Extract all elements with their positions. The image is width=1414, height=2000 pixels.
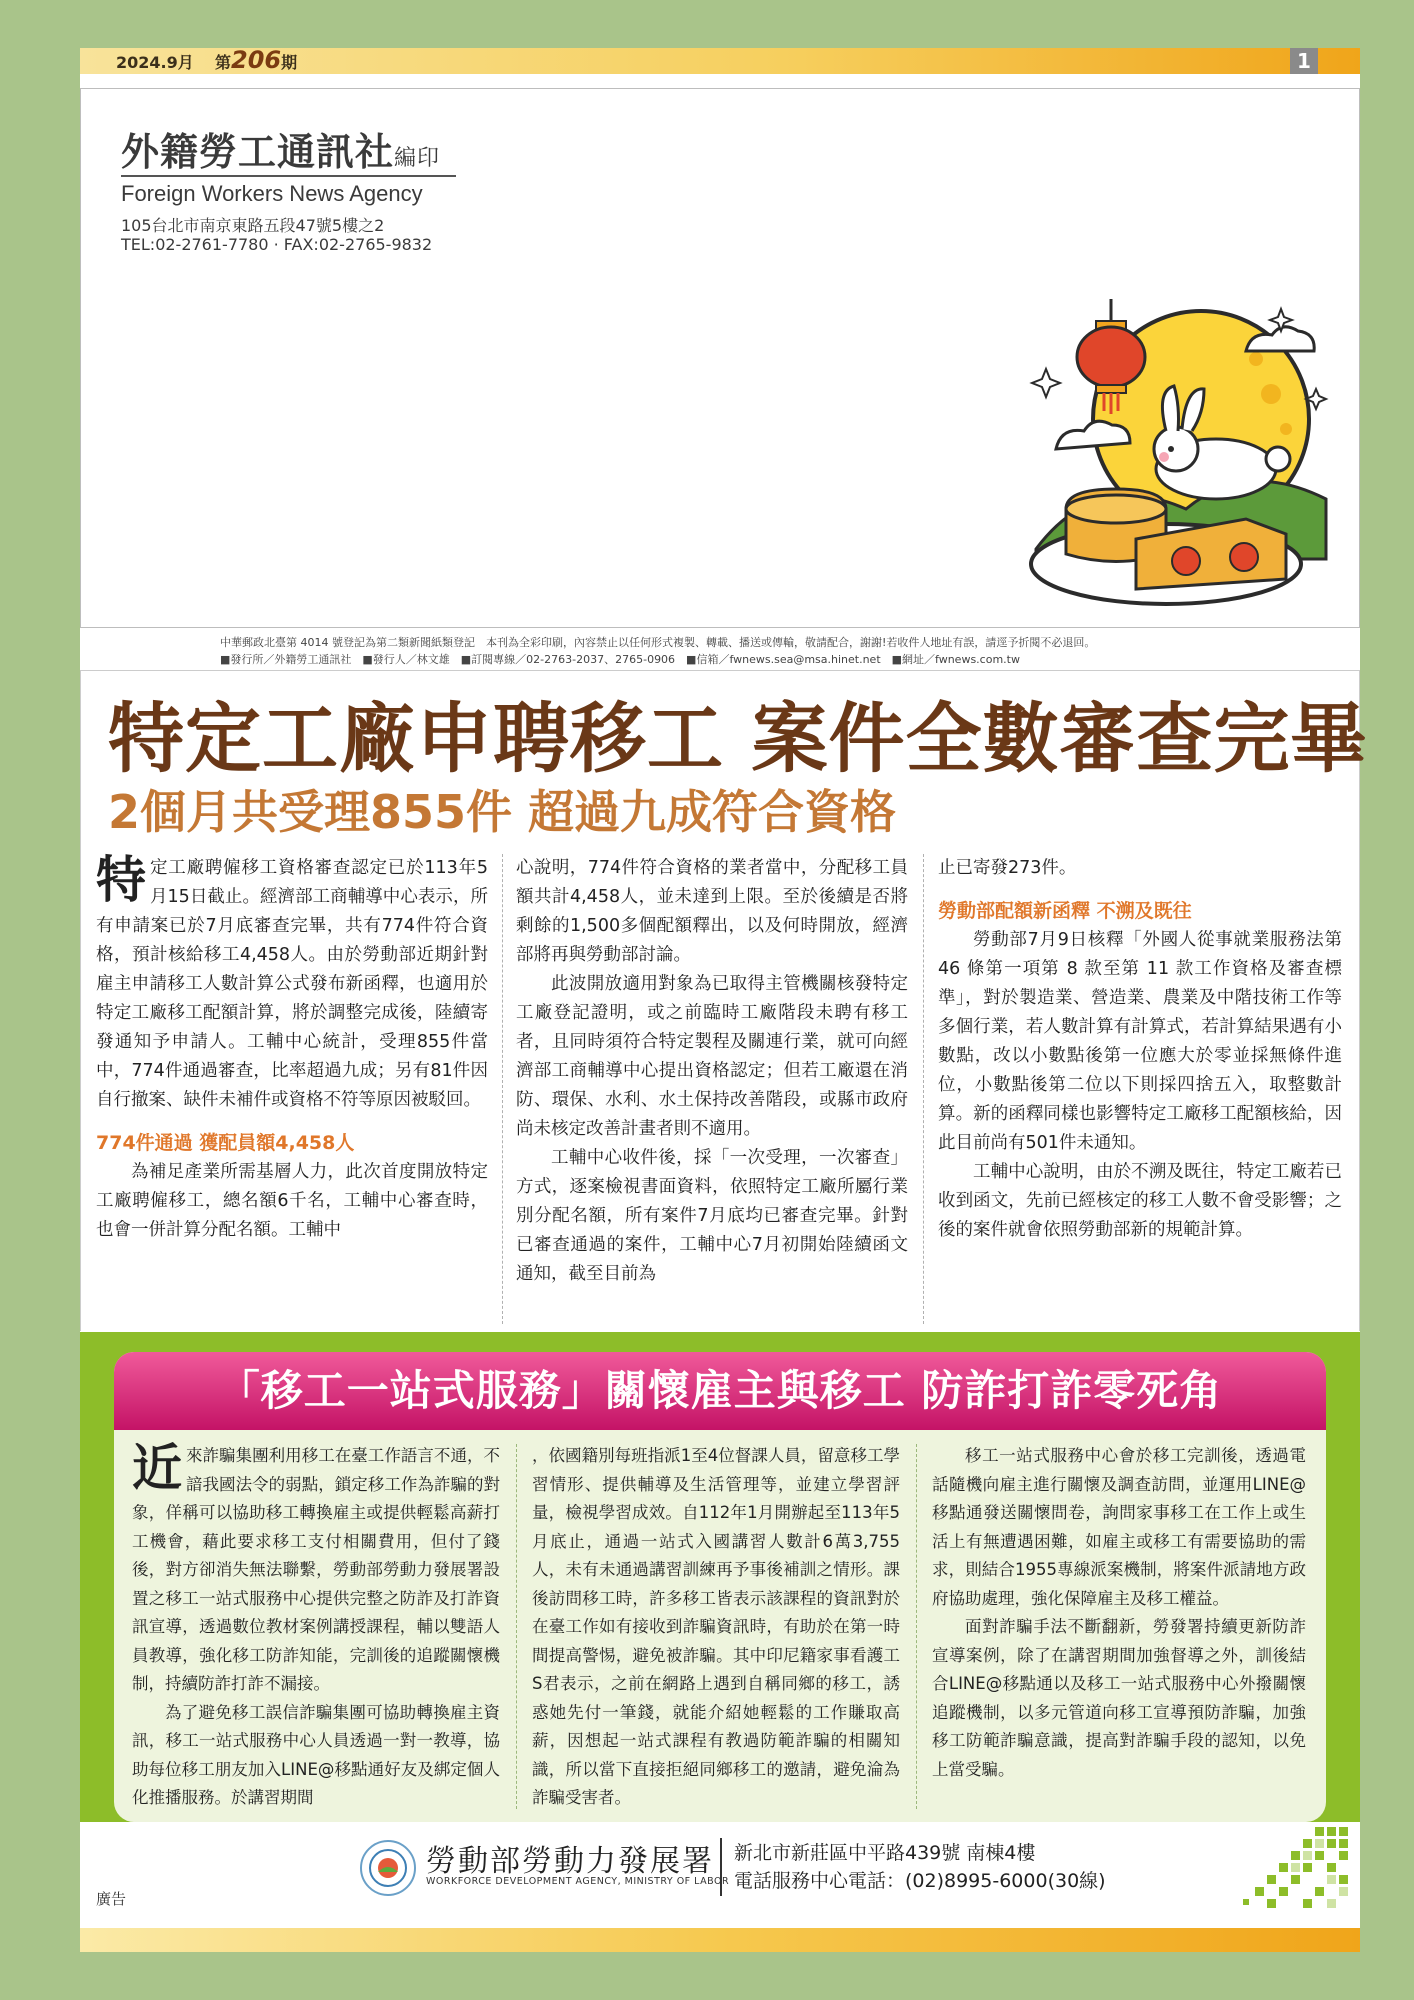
ad-content-box: [114, 1352, 1326, 1822]
ad-column-3: [932, 1442, 1306, 1784]
article-paragraph: 勞動部7月9日核釋「外國人從事就業服務法第 46 條第一項第 8 款至第 11 款工作資格及審查標準」，對於製造業、營造業、農業及中階技術工作等多個行業，若人數計算有計算式，若計算結果遇有小數點，改以小數點後第一位應大於零並採無條件進位，小數點後第二位以下則採四捨五入，取整數計算。新的函釋同樣也影響特定工廠移工配額核給，因此目前尚有501件未通知。: [938, 930, 1342, 1153]
ad-footer: [80, 1822, 1360, 1928]
ad-column-1: [132, 1439, 500, 1813]
column-divider: [923, 854, 924, 1324]
masthead-rule: [121, 175, 456, 177]
column-divider: [516, 1444, 517, 1809]
column-divider: [502, 854, 503, 1324]
ad-paragraph: ，依國籍別每班指派1至4位督課人員，留意移工學習情形、提供輔導及生活管理等，並建立學習評量，檢視學習成效。自112年1月開辦起至113年5月底止，通過一站式入國講習人數計6萬3,755人，未有未通過講習訓練再予事後補訓之情形。課後訪問移工時，許多移工皆表示該課程的資訊對於在臺工作如有接收到詐騙資訊時，有助於在第一時間提高警惕，避免被詐騙。其中印尼籍家事看護工S君表示，之前在網路上遇到自稱同鄉的移工，誘惑她先付一筆錢，就能介紹她輕鬆的工作賺取高薪，因想起一站式課程有教過防範詐騙的相關知識，所以當下直接拒絕同鄉移工的邀請，避免淪為詐騙受害者。: [532, 1446, 900, 1807]
advertisement-section: [80, 1332, 1360, 1952]
article-column-3: [938, 854, 1342, 1245]
section-heading: 774件通過 獲配員額4,458人: [96, 1132, 355, 1154]
drop-cap: 近: [132, 1439, 182, 1497]
ad-column-2: [532, 1442, 900, 1813]
masthead: [80, 88, 1360, 628]
agency-name-cn: 外籍勞工通訊社編印: [121, 129, 441, 174]
article-headline: 特定工廠申聘移工 案件全數審查完畢: [108, 694, 1368, 783]
drop-cap: 特: [96, 851, 146, 909]
agency-name-en: Foreign Workers News Agency: [121, 181, 423, 206]
article-column-2: [516, 854, 908, 1289]
article-paragraph: 工輔中心收件後，採「一次受理，一次審查」方式，逐案檢視書面資料，依照特定工廠所屬行業別分配名額，所有案件7月底均已審查完畢。針對已審查通過的案件，工輔中心7月初開始陸續函文通知，截至目前為: [516, 1148, 908, 1284]
publication-contacts: ■發行所／外籍勞工通訊社 ■發行人／林文雄 ■訂閱專線／02-2763-2037、2765-0906 ■信箱／fwnews.sea@msa.hinet.net ■網址／fwnews.com.tw: [220, 653, 1020, 666]
footer-divider: [720, 1838, 722, 1896]
organization-name-cn: 勞動部勞動力發展署: [426, 1844, 714, 1879]
article-paragraph: 止已寄發273件。: [938, 858, 1077, 878]
ad-paragraph: 近來詐騙集團利用移工在臺工作語言不通，不諳我國法令的弱點，鎖定移工作為詐騙的對象，佯稱可以協助移工轉換雇主或提供輕鬆高薪打工機會，藉此要求移工支付相關費用，但付了錢後，對方卻消失無法聯繫，勞動部勞動力發展署設置之移工一站式服務中心提供完整之防詐及打詐資訊宣導，透過數位教材案例講授課程，輔以雙語人員教導，強化移工防詐知能，完訓後的追蹤關懷機制，持續防詐打詐不漏接。: [132, 1439, 500, 1693]
footer-strip: [80, 1928, 1360, 1952]
agency-seal-icon: [360, 1840, 416, 1896]
article-subheadline: 2個月共受理855件 超過九成符合資格: [108, 785, 897, 839]
organization-name-en: WORKFORCE DEVELOPMENT AGENCY, MINISTRY OF LABOR: [426, 1876, 730, 1887]
ad-paragraph: 移工一站式服務中心會於移工完訓後，透過電話隨機向雇主進行關懷及調查訪問，並運用LINE@移點通發送關懷問卷，詢問家事移工在工作上或生活上有無遭遇困難，如雇主或移工有需要協助的需求，則結合1955專線派案機制，將案件派請地方政府協助處理，強化保障雇主及移工權益。: [932, 1446, 1306, 1608]
mid-autumn-illustration-icon: [1016, 299, 1336, 619]
ad-paragraph: 面對詐騙手法不斷翻新，勞發署持續更新防詐宣導案例，除了在講習期間加強督導之外，訓後結合LINE@移點通以及移工一站式服務中心外撥關懷追蹤機制，以多元管道向移工宣導預防詐騙，加強移工防範詐騙意識，提高對詐騙手段的認知，以免上當受騙。: [932, 1617, 1306, 1779]
ad-paragraph: 為了避免移工誤信詐騙集團可協助轉換雇主資訊，移工一站式服務中心人員透過一對一教導，協助每位移工朋友加入LINE@移點通好友及綁定個人化推播服務。於講習期間: [132, 1702, 500, 1807]
article-paragraph: 工輔中心說明，由於不溯及既往，特定工廠若已收到函文，先前已經核定的移工人數不會受影響；之後的案件就會依照勞動部新的規範計算。: [938, 1162, 1342, 1240]
pixel-pattern-decoration: [1225, 1822, 1355, 1922]
article-paragraph: 為補足產業所需基層人力，此次首度開放特定工廠聘僱移工，總名額6千名，工輔中心審查時，也會一併計算分配名額。工輔中: [96, 1162, 488, 1240]
article-paragraph: 此波開放適用對象為已取得主管機關核發特定工廠登記證明，或之前臨時工廠階段未聘有移工者，且同時須符合特定製程及關連行業，就可向經濟部工商輔導中心提出資格認定；但若工廠還在消防、環保、水利、水土保持改善階段，或縣市政府尚未核定改善計畫者則不適用。: [516, 974, 908, 1139]
ad-title: 「移工一站式服務」關懷雇主與移工 防詐打詐零死角: [114, 1352, 1326, 1430]
agency-tel-fax: TEL:02-2761-7780 · FAX:02-2765-9832: [121, 235, 433, 254]
issue-number: 第206期: [215, 46, 298, 74]
organization-phone: 電話服務中心電話：(02)8995-6000(30線): [734, 1870, 1106, 1892]
column-divider: [916, 1444, 917, 1809]
article-paragraph: 特定工廠聘僱移工資格審查認定已於113年5月15日截止。經濟部工商輔導中心表示，所有申請案已於7月底審查完畢，共有774件符合資格，預計核給移工4,458人。由於勞動部近期針對雇主申請移工人數計算公式發布新函釋，也適用於特定工廠移工配額計算，將於調整完成後，陸續寄發通知予申請人。工輔中心統計，受理855件當中，774件通過審查，比率超過九成；另有81件因自行撤案、缺件未補件或資格不符等原因被駁回。: [96, 851, 488, 1110]
newspaper-page: [80, 46, 1368, 1952]
agency-address: 105台北市南京東路五段47號5樓之2: [121, 216, 385, 235]
page-number: 1: [1290, 48, 1318, 74]
publication-notice: 中華郵政北臺第 4014 號登記為第二類新聞紙類登記 本刊為全彩印刷，內容禁止以任何形式複製、轉載、播送或傳輸，敬請配合，謝謝!若收件人地址有誤，請逕予折閱不必退回。: [220, 636, 1096, 649]
ad-label: 廣告: [96, 1890, 127, 1908]
issue-date: 2024.9月: [116, 53, 194, 72]
organization-address: 新北市新莊區中平路439號 南棟4樓: [734, 1842, 1036, 1864]
header-strip: [80, 48, 1360, 74]
article-column-1: [96, 851, 488, 1245]
section-heading: 勞動部配額新函釋 不溯及既往: [938, 900, 1192, 922]
article-paragraph: 心說明，774件符合資格的業者當中，分配移工員額共計4,458人，並未達到上限。至於後續是否將剩餘的1,500多個配額釋出，以及何時開放，經濟部將再與勞動部討論。: [516, 858, 908, 965]
